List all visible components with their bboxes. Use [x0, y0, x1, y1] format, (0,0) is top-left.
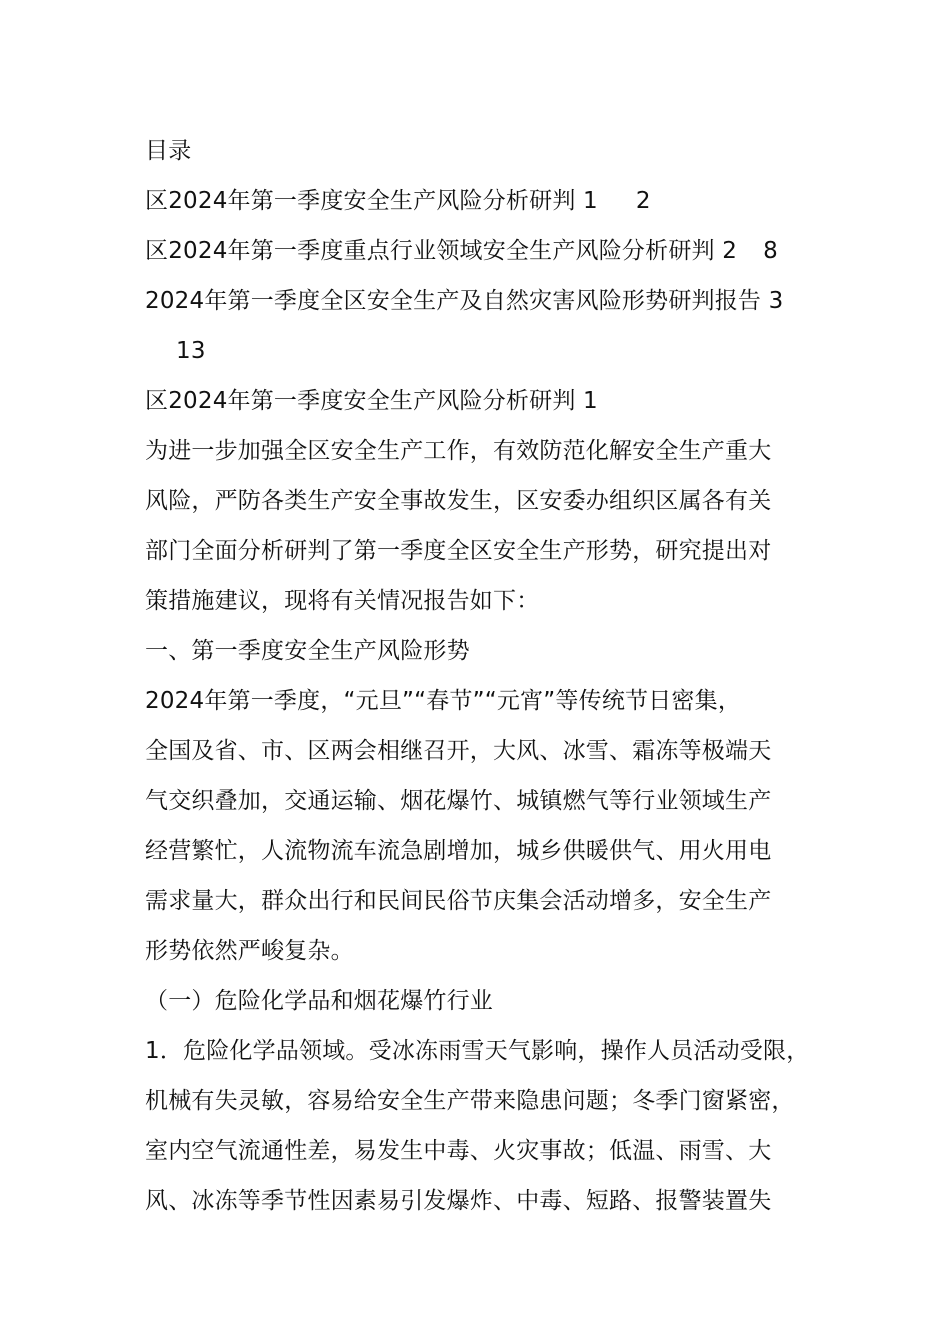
section-heading-1: 一、第一季度安全生产风险形势	[145, 638, 470, 664]
toc-entry-title: 2024年第一季度全区安全生产及自然灾害风险形势研判报告 3	[145, 288, 784, 314]
document-title: 区2024年第一季度安全生产风险分析研判 1	[145, 388, 598, 414]
section1-line-6: 形势依然严峻复杂。	[145, 938, 354, 964]
toc-entry-2[interactable]	[145, 236, 778, 266]
subsection1-line-3: 室内空气流通性差，易发生中毒、火灾事故；低温、雨雪、大	[145, 1138, 772, 1164]
section1-line-4: 经营繁忙，人流物流车流急剧增加，城乡供暖供气、用火用电	[145, 838, 772, 864]
subsection1-line-1: 1．危险化学品领域。受冰冻雨雪天气影响，操作人员活动受限，	[145, 1038, 810, 1064]
subsection-heading-1: （一）危险化学品和烟花爆竹行业	[145, 988, 493, 1014]
toc-entry-3[interactable]	[145, 286, 783, 316]
intro-line-2: 风险，严防各类生产安全事故发生，区安委办组织区属各有关	[145, 488, 772, 514]
intro-line-3: 部门全面分析研判了第一季度全区安全生产形势，研究提出对	[145, 538, 772, 564]
subsection1-line-4: 风、冰冻等季节性因素易引发爆炸、中毒、短路、报警装置失	[145, 1188, 772, 1214]
section1-line-3: 气交织叠加，交通运输、烟花爆竹、城镇燃气等行业领域生产	[145, 788, 772, 814]
toc-entry-page: 8	[763, 238, 778, 264]
toc-heading: 目录	[145, 138, 192, 164]
section1-line-5: 需求量大，群众出行和民间民俗节庆集会活动增多，安全生产	[145, 888, 772, 914]
toc-entry-3-page: 13	[176, 338, 206, 364]
toc-entry-1[interactable]	[145, 186, 651, 216]
section1-line-1: 2024年第一季度，“元旦”“春节”“元宵”等传统节日密集，	[145, 688, 742, 714]
toc-entry-title: 区2024年第一季度重点行业领域安全生产风险分析研判 2	[145, 238, 738, 264]
section1-line-2: 全国及省、市、区两会相继召开，大风、冰雪、霜冻等极端天	[145, 738, 772, 764]
intro-line-4: 策措施建议，现将有关情况报告如下：	[145, 588, 540, 614]
intro-line-1: 为进一步加强全区安全生产工作，有效防范化解安全生产重大	[145, 438, 772, 464]
toc-entry-title: 区2024年第一季度安全生产风险分析研判 1	[145, 188, 598, 214]
subsection1-line-2: 机械有失灵敏，容易给安全生产带来隐患问题；冬季门窗紧密，	[145, 1088, 795, 1114]
toc-entry-page: 2	[635, 188, 651, 214]
